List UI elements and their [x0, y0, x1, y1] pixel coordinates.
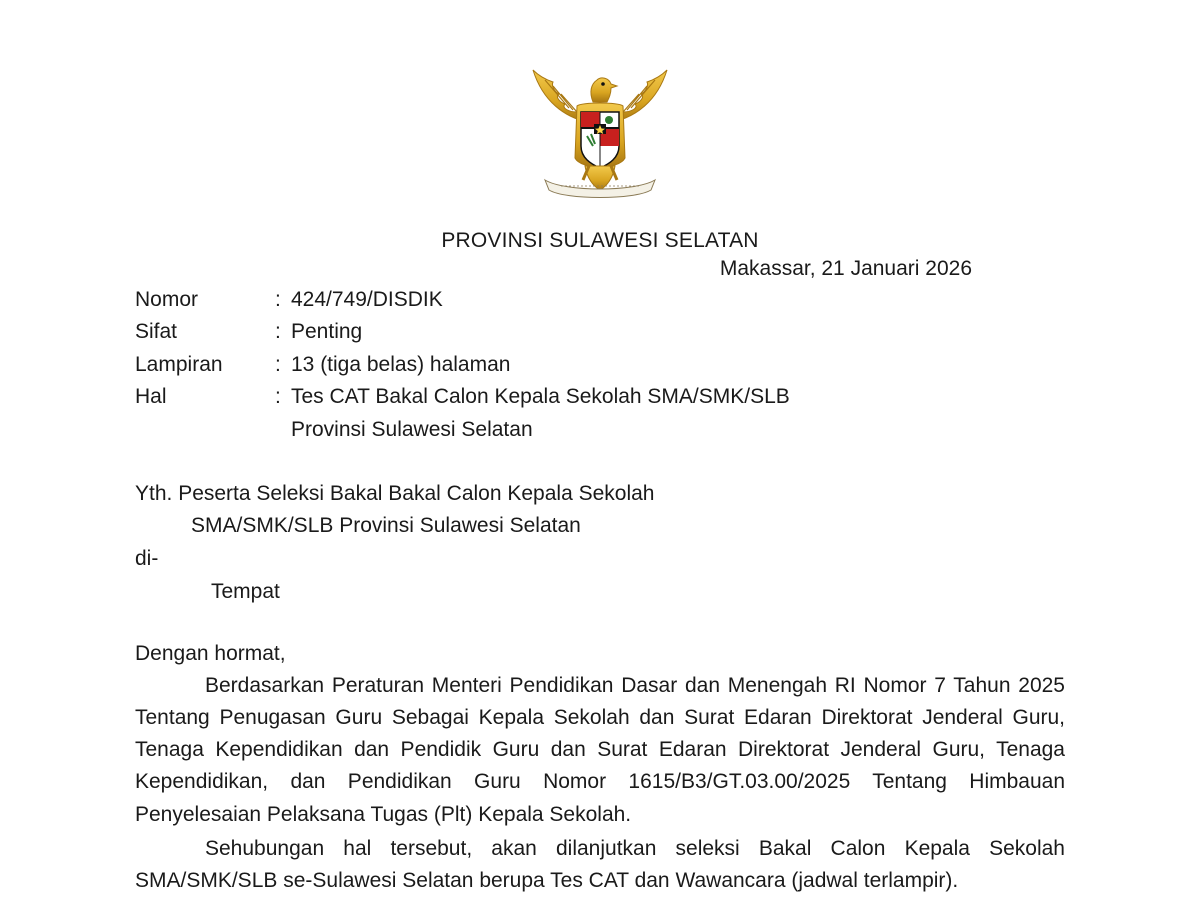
salutation: Dengan hormat, [135, 641, 286, 665]
addressee-line: SMA/SMK/SLB Provinsi Sulawesi Selatan [191, 514, 581, 537]
meta-value: Tes CAT Bakal Calon Kepala Sekolah SMA/SMK/SLB [291, 385, 790, 408]
meta-row-hal [135, 381, 1065, 414]
meta-value: Penting [291, 320, 363, 343]
body-paragraph: Sehubungan hal tersebut, akan dilanjutkan seleksi Bakal Calon Kepala Sekolah SMA/SMK/SLB se-Sulawesi Selatan berupa Tes CAT dan Wawancara (jadwal terlampir). [135, 836, 1065, 893]
meta-colon: : [275, 352, 281, 376]
meta-value: 13 (tiga belas) halaman [291, 352, 511, 376]
meta-hal-continuation: Provinsi Sulawesi Selatan [291, 417, 533, 441]
body-paragraph: Berdasarkan Peraturan Menteri Pendidikan Dasar dan Menengah RI Nomor 7 Tahun 2025 Tentang Penugasan Guru Sebagai Kepala Sekolah dan Surat Edaran Direktorat Jenderal Guru, Tenaga Kependidikan dan Pendidik Guru dan Surat Edaran Direktorat Jenderal Guru, Tenaga Kependidikan, dan Pendidikan Guru Nomor 1615/B3/GT.03.00/2025 Tentang Himbauan Penyelesaian Pelaksana Tugas (Plt) Kepala Sekolah. [135, 673, 1065, 826]
addressee-line: Yth. Peserta Seleksi Bakal Bakal Calon Kepala Sekolah [135, 481, 655, 505]
meta-colon: : [275, 287, 281, 311]
meta-label: Hal [135, 385, 167, 408]
meta-value: 424/749/DISDIK [291, 287, 443, 311]
meta-label: Nomor [135, 287, 199, 311]
addressee-place: Tempat [211, 579, 280, 603]
meta-label: Sifat [135, 320, 178, 343]
meta-row-nomor [135, 283, 1065, 316]
garuda-emblem-icon [525, 62, 675, 204]
meta-colon: : [275, 385, 281, 408]
meta-label: Lampiran [135, 352, 223, 376]
meta-colon: : [275, 320, 281, 343]
meta-row-sifat [135, 316, 1065, 349]
addressee-line: di- [135, 546, 159, 570]
letter-body [135, 637, 1065, 898]
meta-row-lampiran [135, 348, 1065, 381]
place-date: Makassar, 21 Januari 2026 [719, 257, 972, 280]
letter-meta [135, 283, 1065, 446]
addressee-block [135, 477, 1065, 609]
organization-title: PROVINSI SULAWESI SELATAN [441, 229, 759, 252]
